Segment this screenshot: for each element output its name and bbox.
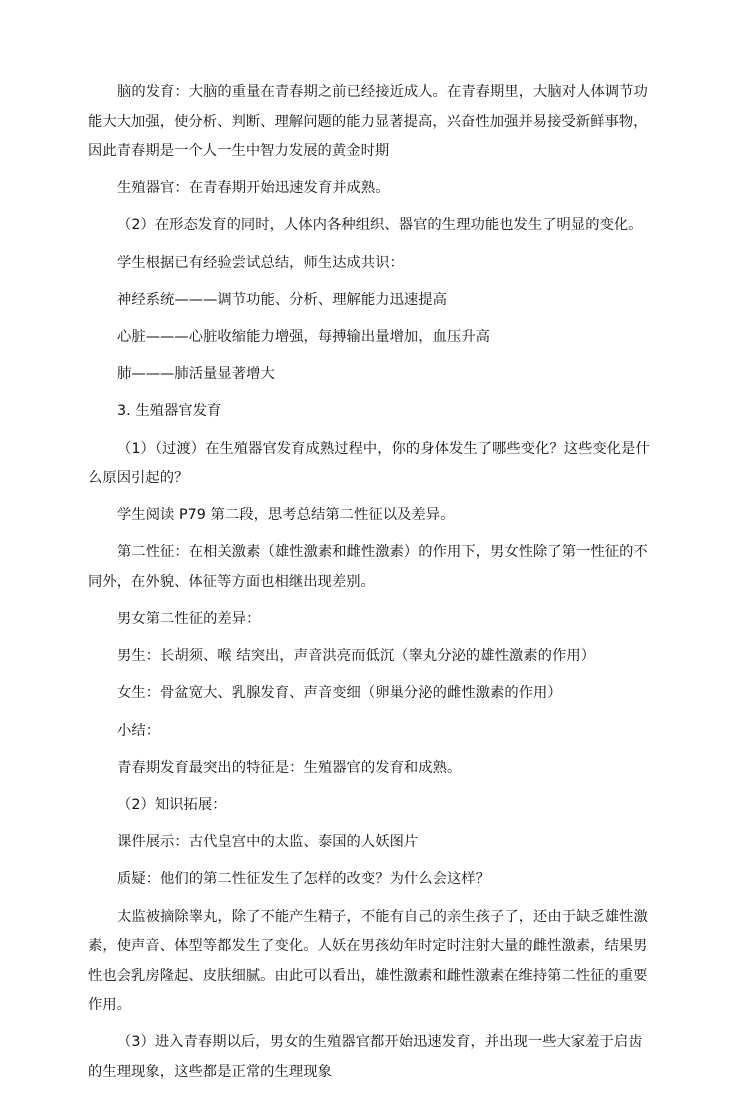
paragraph-secondary-sex-characteristics: 第二性征：在相关激素（雄性激素和雌性激素）的作用下，男女性除了第一性征的不同外，在外貌、体征等方面也相继出现差别。: [88, 544, 648, 590]
paragraph-question: 质疑：他们的第二性征发生了怎样的改变？为什么会这样？: [117, 871, 491, 888]
paragraph-summary-label: 小结：: [117, 722, 161, 739]
paragraph-nervous-system: 神经系统———调节功能、分析、理解能力迅速提高: [117, 291, 447, 308]
paragraph-male: 男生：长胡须、喉 结突出，声音洪亮而低沉（睾丸分泌的雄性激素的作用）: [117, 648, 596, 665]
paragraph-student-summary: 学生根据已有经验尝试总结，师生达成共识：: [117, 254, 404, 271]
paragraph-knowledge-extension: （2）知识拓展：: [117, 797, 227, 813]
paragraph-summary-content: 青春期发育最突出的特征是：生殖器官的发育和成熟。: [117, 759, 462, 776]
paragraph-student-reading: 学生阅读 P79 第二段，思考总结第二性征以及差异。: [117, 507, 455, 524]
section-heading-reproductive-development: 3. 生殖器官发育: [117, 403, 222, 420]
paragraph-explanation: 太监被摘除睾丸，除了不能产生精子，不能有自己的亲生孩子了，还由于缺乏雄性激素，使声音、体型等都发生了变化。人妖在男孩幼年时定时注射大量的雌性激素，结果男性也会乳房隆起、皮肤细腻。由此可以看出，雄性激素和雌性激素在维持第二性征的重要作用。: [88, 908, 648, 1014]
paragraph-transition-question: （1）（过渡）在生殖器官发育成熟过程中，你的身体发生了哪些变化？这些变化是什么原因引起的？: [88, 440, 650, 486]
paragraph-puberty-phenomena: （3）进入青春期以后，男女的生殖器官都开始迅速发育，并出现一些大家羞于启齿的生理现象，这些都是正常的生理现象: [88, 1034, 643, 1080]
paragraph-brain-development: 脑的发育：大脑的重量在青春期之前已经接近成人。在青春期里，大脑对人体调节功能大大加强，使分析、判断、理解问题的能力显著提高，兴奋性加强并易接受新鲜事物，因此青春期是一个人一生中智力发展的黄金时期: [88, 84, 648, 159]
paragraph-differences-heading: 男女第二性征的差异：: [117, 611, 261, 628]
paragraph-physiological-changes: （2）在形态发育的同时，人体内各种组织、器官的生理功能也发生了明显的变化。: [117, 217, 643, 234]
paragraph-female: 女生：骨盆宽大、乳腺发育、声音变细（卵巢分泌的雌性激素的作用）: [117, 685, 562, 702]
paragraph-lungs: 肺———肺活量显著增大: [117, 366, 275, 383]
paragraph-heart: 心脏———心脏收缩能力增强，每搏输出量增加，血压升高: [117, 328, 491, 345]
paragraph-reproductive-organs: 生殖器官：在青春期开始迅速发育并成熟。: [117, 180, 390, 197]
document-body: [88, 78, 653, 1095]
paragraph-courseware-display: 课件展示：古代皇宫中的太监、泰国的人妖图片: [117, 834, 419, 851]
